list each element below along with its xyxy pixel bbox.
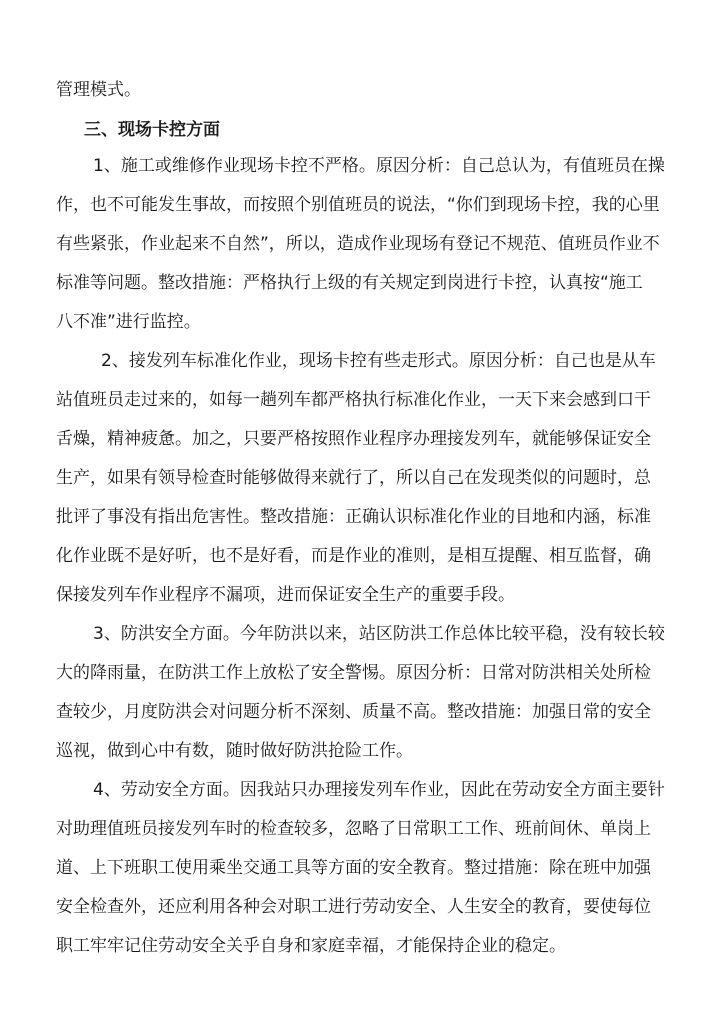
text-line: 站值班员走过来的，如每一趟列车都严格执行标准化作业，一天下来会感到口干 — [56, 390, 651, 410]
text-line: 1、施工或维修作业现场卡控不严格。原因分析：自己总认为，有值班员在操 — [93, 156, 665, 176]
text-line: 标准等问题。整改措施：严格执行上级的有关规定到岗进行卡控，认真按“施工 — [56, 273, 643, 293]
text-line: 八不准”进行监控。 — [56, 312, 201, 332]
text-line: 保接发列车作业程序不漏项，进而保证安全生产的重要手段。 — [56, 585, 515, 605]
text-line: 安全检查外，还应利用各种会对职工进行劳动安全、人生安全的教育，要使每位 — [56, 897, 651, 917]
text-line: 作，也不可能发生事故，而按照个别值班员的说法，“你们到现场卡控，我的心里 — [56, 195, 660, 215]
text-line: 对助理值班员接发列车时的检查较多，忽略了日常职工工作、班前间休、单岗上 — [56, 819, 651, 839]
text-line: 巡视，做到心中有数，随时做好防洪抢险工作。 — [56, 741, 413, 761]
text-line: 舌燥，精神疲惫。加之，只要严格按照作业程序办理接发列车，就能够保证安全 — [56, 429, 651, 449]
text-line: 4、劳动安全方面。因我站只办理接发列车作业，因此在劳动安全方面主要针 — [93, 780, 665, 800]
text-line: 道、上下班职工使用乘坐交通工具等方面的安全教育。整过措施：除在班中加强 — [56, 858, 651, 878]
text-line: 职工牢牢记住劳动安全关乎自身和家庭幸福，才能保持企业的稳定。 — [56, 936, 566, 956]
text-line: 有些紧张，作业起来不自然”，所以，造成作业现场有登记不规范、值班员作业不 — [56, 234, 660, 254]
text-line: 3、防洪安全方面。今年防洪以来，站区防洪工作总体比较平稳，没有较长较 — [93, 624, 665, 644]
text-line: 大的降雨量，在防洪工作上放松了安全警惕。原因分析：日常对防洪相关处所检 — [56, 663, 651, 683]
text-line: 管理模式。 — [56, 80, 141, 100]
text-line: 批评了事没有指出危害性。整改措施：正确认识标准化作业的目地和内涵，标准 — [56, 507, 651, 527]
text-line: 化作业既不是好听，也不是好看，而是作业的准则，是相互提醒、相互监督，确 — [56, 546, 651, 566]
text-line: 生产，如果有领导检查时能够做得来就行了，所以自己在发现类似的问题时，总 — [56, 468, 651, 488]
section-heading: 三、现场卡控方面 — [84, 120, 220, 140]
text-line: 查较少，月度防洪会对问题分析不深刻、质量不高。整改措施：加强日常的安全 — [56, 702, 651, 722]
text-line: 2、接发列车标准化作业，现场卡控有些走形式。原因分析：自己也是从车 — [101, 351, 656, 371]
